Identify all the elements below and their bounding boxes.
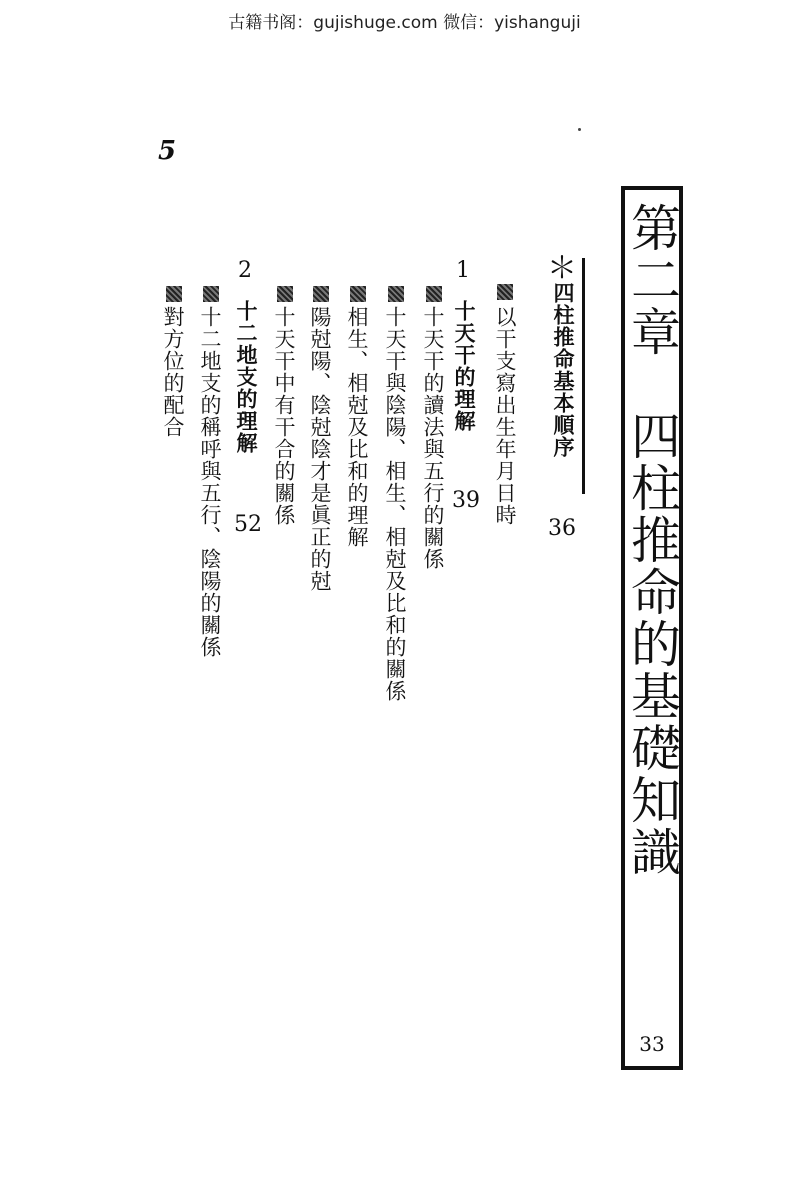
square-bullet-icon xyxy=(166,286,182,302)
toc-entry: 十天干中有干合的關係 xyxy=(272,306,296,526)
subsection-title: 十天干的理解 xyxy=(452,300,477,432)
square-bullet-icon xyxy=(350,286,366,302)
square-bullet-icon xyxy=(313,286,329,302)
chapter-title: 第二章 四柱推命的基礎知識 xyxy=(623,202,681,878)
square-bullet-icon xyxy=(426,286,442,302)
toc-entry: 陽尅陽、陰尅陰才是眞正的尅 xyxy=(308,306,332,592)
watermark: 古籍书阁：gujishuge.com 微信：yishanguji xyxy=(228,13,581,33)
ink-speck xyxy=(578,128,581,131)
toc-entry: 十天干的讀法與五行的關係 xyxy=(421,306,445,570)
chapter-page-number: 33 xyxy=(639,1032,665,1056)
square-bullet-icon xyxy=(497,284,513,300)
subsection-number: 1 xyxy=(456,258,470,283)
subsection-page-number: 39 xyxy=(452,488,480,513)
toc-entry: 十天干與陰陽、相生、相尅及比和的關係 xyxy=(383,306,407,702)
subsection-number: 2 xyxy=(238,258,252,283)
chapter-title-box xyxy=(621,186,683,1070)
square-bullet-icon xyxy=(203,286,219,302)
star-icon: ＊ xyxy=(547,251,577,286)
toc-entry: 相生、相尅及比和的理解 xyxy=(345,306,369,548)
subsection-title: 十二地支的理解 xyxy=(234,300,259,454)
section-page-number: 36 xyxy=(548,516,576,541)
square-bullet-icon xyxy=(388,286,404,302)
toc-entry: 對方位的配合 xyxy=(161,306,185,438)
page-number-top: 5 xyxy=(158,136,177,166)
toc-entry: 以干支寫出生年月日時 xyxy=(493,306,517,526)
section-title: 四柱推命基本順序 xyxy=(551,282,576,458)
subsection-page-number: 52 xyxy=(234,512,262,537)
square-bullet-icon xyxy=(277,286,293,302)
section-rule xyxy=(582,258,585,494)
toc-entry: 十二地支的稱呼與五行、陰陽的關係 xyxy=(198,306,222,658)
